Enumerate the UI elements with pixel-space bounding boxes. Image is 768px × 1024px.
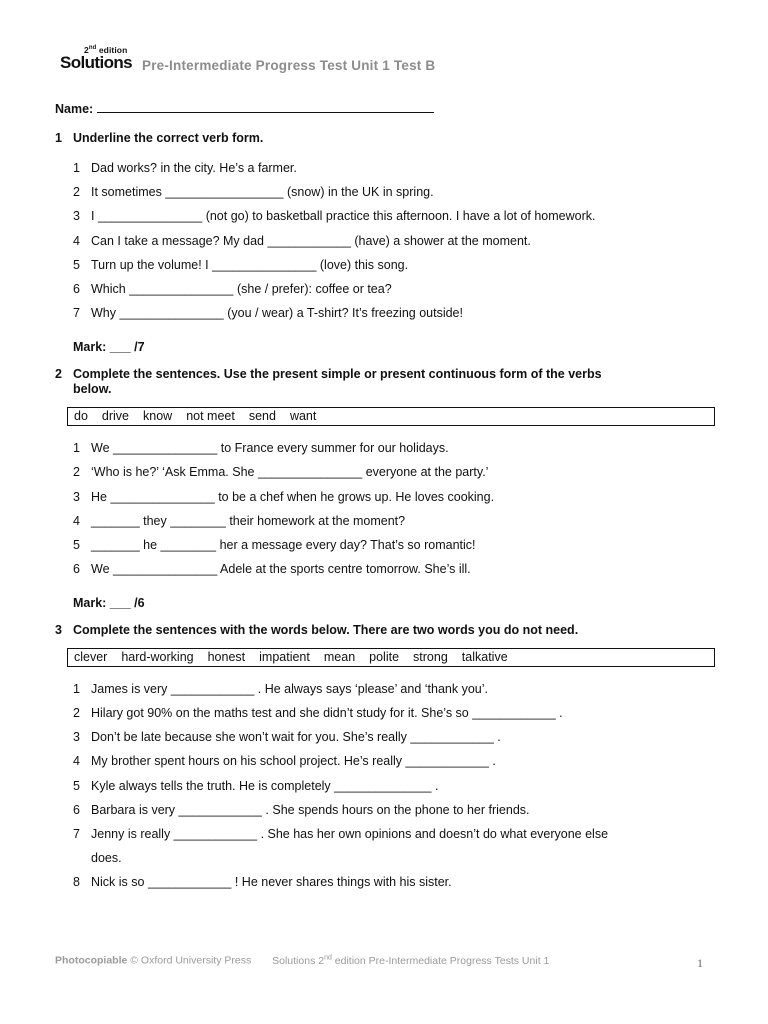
- section-2-instruction: Complete the sentences. Use the present simple or present continuous form of the verbs: [73, 367, 602, 381]
- word-box-word: mean: [323, 650, 356, 664]
- word-box-word: not meet: [186, 409, 235, 423]
- list-item-continuation: does.: [91, 851, 122, 865]
- section-2-word-box: [67, 407, 715, 426]
- list-item: 5 Kyle always tells the truth. He is completely ______________ .: [73, 779, 439, 793]
- footer-title: Solutions 2nd edition Pre-Intermediate Progress Tests Unit 1: [272, 954, 550, 967]
- section-2-heading: 2 Complete the sentences. Use the present simple or present continuous form of the verbs below.: [55, 367, 695, 397]
- list-item: 4 My brother spent hours on his school project. He’s really ____________ .: [73, 754, 496, 768]
- section-3-word-box: [67, 648, 715, 667]
- list-item: 4 _______ they ________ their homework at the moment?: [73, 514, 406, 528]
- page-number: 1: [697, 956, 703, 970]
- word-box-word: want: [289, 409, 317, 423]
- list-item: 5 Turn up the volume! I _______________ (love) this song.: [73, 258, 409, 272]
- section-1-heading: 1 Underline the correct verb form.: [55, 131, 264, 145]
- section-3-heading: 3 Complete the sentences with the words below. There are two words you do not need.: [55, 623, 579, 637]
- section-2-mark: Mark: ___ /6: [73, 596, 145, 610]
- word-box-word: do: [74, 409, 88, 423]
- list-item: 3 I _______________ (not go) to basketball practice this afternoon. I have a lot of homework.: [73, 209, 596, 223]
- word-box-word: honest: [207, 650, 246, 664]
- list-item: 1 We _______________ to France every summer for our holidays.: [73, 441, 449, 455]
- page-header: [60, 44, 710, 78]
- section-3-instruction: Complete the sentences with the words below. There are two words you do not need.: [73, 623, 579, 637]
- list-item: 7 Jenny is really ____________ . She has her own opinions and doesn’t do what everyone else: [73, 827, 609, 841]
- word-box-word: clever: [74, 650, 108, 664]
- section-2-instruction-cont: below.: [73, 382, 112, 396]
- list-item: 5 _______ he ________ her a message every day? That’s so romantic!: [73, 538, 476, 552]
- photocopiable-label: Photocopiable: [55, 954, 128, 967]
- list-item: 7 Why _______________ (you / wear) a T-shirt? It’s freezing outside!: [73, 306, 463, 320]
- list-item: 4 Can I take a message? My dad ____________ (have) a shower at the moment.: [73, 234, 531, 248]
- list-item: 2 ‘Who is he?’ ‘Ask Emma. She _______________ everyone at the party.’: [73, 465, 489, 479]
- word-box-word: hard-working: [121, 650, 194, 664]
- logo-edition: 2nd edition: [84, 45, 128, 55]
- section-1-instruction: Underline the correct verb form.: [73, 131, 264, 145]
- word-box-word: send: [248, 409, 276, 423]
- word-box-word: impatient: [259, 650, 310, 664]
- list-item: 2 It sometimes _________________ (snow) in the UK in spring.: [73, 185, 434, 199]
- solutions-logo: [60, 44, 140, 78]
- list-item: 6 We _______________ Adele at the sports centre tomorrow. She’s ill.: [73, 562, 471, 576]
- list-item: 3 Don’t be late because she won’t wait for you. She’s really ____________ .: [73, 730, 501, 744]
- section-1-mark: Mark: ___ /7: [73, 340, 145, 354]
- word-box-word: strong: [413, 650, 448, 664]
- list-item: 6 Which _______________ (she / prefer): coffee or tea?: [73, 282, 392, 296]
- test-title: Pre-Intermediate Progress Test Unit 1 Test B: [142, 58, 436, 73]
- word-box-word: polite: [369, 650, 400, 664]
- name-field: [55, 102, 434, 116]
- name-label: Name:: [55, 102, 94, 116]
- name-blank-line: [97, 102, 434, 113]
- list-item: 8 Nick is so ____________ ! He never shares things with his sister.: [73, 875, 452, 889]
- word-box-word: talkative: [461, 650, 508, 664]
- list-item: 3 He _______________ to be a chef when he grows up. He loves cooking.: [73, 490, 495, 504]
- list-item: 1 Dad works? in the city. He’s a farmer.: [73, 161, 297, 175]
- list-item: 2 Hilary got 90% on the maths test and she didn’t study for it. She’s so ____________ .: [73, 706, 563, 720]
- copyright: © Oxford University Press: [130, 954, 252, 967]
- word-box-word: drive: [101, 409, 129, 423]
- word-box-word: know: [143, 409, 173, 423]
- logo-name: Solutions: [60, 53, 133, 72]
- page-footer: [55, 954, 715, 970]
- list-item: 6 Barbara is very ____________ . She spends hours on the phone to her friends.: [73, 803, 530, 817]
- list-item: 1 James is very ____________ . He always says ‘please’ and ‘thank you’.: [73, 682, 488, 696]
